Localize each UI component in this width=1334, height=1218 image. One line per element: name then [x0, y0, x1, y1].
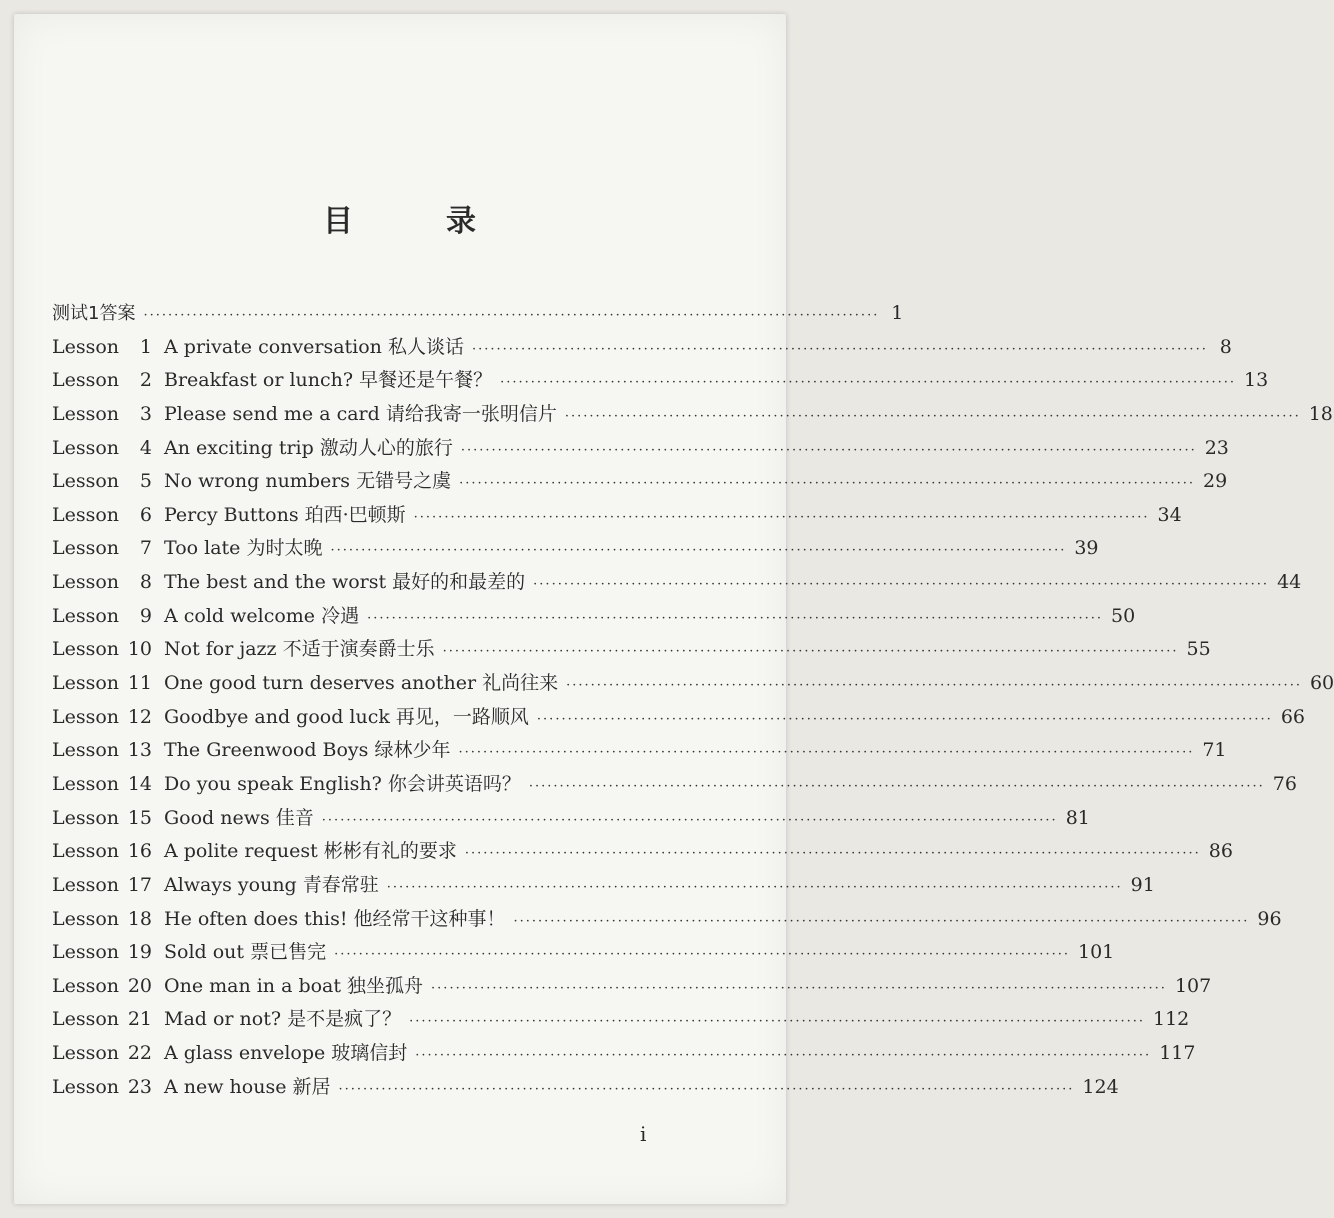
toc-entry[interactable] [52, 768, 1297, 802]
entry-title: Mad or not? 是不是疯了？ [164, 1008, 402, 1031]
lesson-number: 10 [127, 638, 152, 661]
lesson-number: 20 [127, 974, 152, 997]
lesson-label [52, 768, 164, 802]
entry-title: One good turn deserves another 礼尚往来 [164, 672, 559, 695]
toc-entry[interactable] [52, 566, 1302, 600]
entry-page-number: 76 [1272, 772, 1297, 795]
dot-leader: ························································································································ [367, 610, 1103, 626]
toc-entry[interactable] [52, 1037, 1196, 1071]
entry-title: Please send me a card 请给我寄一张明信片 [164, 402, 557, 425]
entry-page-number: 117 [1159, 1042, 1196, 1065]
lesson-word: Lesson [52, 436, 120, 459]
lesson-word: Lesson [52, 402, 120, 425]
lesson-label [52, 970, 164, 1004]
entry-page-number: 81 [1065, 806, 1090, 829]
lesson-number: 3 [139, 402, 152, 425]
dot-leader: ························································································································ [321, 812, 1058, 828]
toc-entry[interactable] [52, 802, 1090, 836]
lesson-label [52, 903, 164, 937]
lesson-label [52, 465, 164, 499]
dot-leader: ························································································································ [533, 577, 1270, 593]
lesson-number: 2 [139, 369, 152, 392]
entry-page-number: 13 [1244, 369, 1269, 392]
entry-page-number: 60 [1309, 672, 1334, 695]
entry-title: 测试1答案 [52, 303, 136, 324]
lesson-label [52, 364, 164, 398]
table-of-contents [52, 297, 1334, 1104]
entry-title: Goodbye and good luck 再见，一路顺风 [164, 705, 529, 728]
book-page [14, 14, 1334, 1204]
lesson-word: Lesson [52, 537, 120, 560]
lesson-number: 6 [139, 503, 152, 526]
lesson-number: 16 [127, 840, 152, 863]
lesson-word: Lesson [52, 739, 120, 762]
entry-title: The Greenwood Boys 绿林少年 [164, 739, 451, 762]
dot-leader: ························································································································ [536, 711, 1273, 727]
entry-page-number: 91 [1130, 873, 1155, 896]
lesson-label [52, 734, 164, 768]
dot-leader: ························································································································ [459, 476, 1195, 492]
entry-title: Good news 佳音 [164, 806, 314, 829]
lesson-word: Lesson [52, 604, 120, 627]
lesson-word: Lesson [52, 672, 120, 695]
entry-title: Breakfast or lunch? 早餐还是午餐？ [164, 369, 493, 392]
toc-entry[interactable] [52, 600, 1136, 634]
title-char-left: 目 [323, 204, 354, 239]
lesson-number: 4 [139, 436, 152, 459]
entry-page-number: 55 [1186, 638, 1211, 661]
lesson-label [52, 499, 164, 533]
toc-entry[interactable] [52, 1071, 1119, 1105]
entry-page-number: 34 [1157, 503, 1182, 526]
toc-entry[interactable] [52, 903, 1282, 937]
entry-page-number: 8 [1219, 335, 1232, 358]
lesson-number: 22 [127, 1042, 152, 1065]
lesson-word: Lesson [52, 806, 120, 829]
entry-page-number: 50 [1110, 604, 1136, 627]
entry-page-number: 112 [1152, 1008, 1190, 1031]
entry-page-number: 18 [1308, 402, 1333, 425]
toc-entry[interactable] [52, 364, 1269, 398]
lesson-word: Lesson [52, 772, 120, 795]
toc-entry[interactable] [52, 432, 1229, 466]
entry-page-number: 44 [1277, 571, 1302, 594]
lesson-word: Lesson [52, 1075, 120, 1098]
lesson-number: 13 [127, 739, 152, 762]
entry-title: Always young 青春常驻 [164, 873, 379, 896]
entry-page-number: 1 [891, 302, 904, 324]
lesson-label [52, 936, 164, 970]
lesson-label [52, 1037, 164, 1071]
entry-title: An exciting trip 激动人心的旅行 [164, 436, 453, 459]
lesson-number: 21 [127, 1008, 152, 1031]
lesson-label [52, 1003, 164, 1037]
toc-entry[interactable] [52, 701, 1305, 735]
lesson-word: Lesson [52, 840, 120, 863]
dot-leader: ························································································································ [566, 678, 1302, 694]
entry-title: Sold out 票已售完 [164, 941, 327, 964]
entry-title: A polite request 彬彬有礼的要求 [164, 840, 457, 863]
page-number-roman: i [640, 1122, 647, 1146]
lesson-word: Lesson [52, 1008, 120, 1031]
dot-leader: ························································································································ [386, 879, 1123, 895]
toc-entry[interactable] [52, 936, 1115, 970]
toc-entry[interactable] [52, 970, 1212, 1004]
lesson-number: 19 [127, 941, 152, 964]
lesson-label [52, 532, 164, 566]
lesson-word: Lesson [52, 873, 120, 896]
dot-leader: ························································································································ [500, 375, 1237, 391]
entry-page-number: 96 [1257, 907, 1282, 930]
lesson-label [52, 701, 164, 735]
entry-title: Too late 为时太晚 [164, 537, 323, 560]
dot-leader: ························································································································ [528, 778, 1265, 794]
entry-title: A glass envelope 玻璃信封 [164, 1042, 408, 1065]
toc-entry[interactable] [52, 1003, 1190, 1037]
lesson-number: 14 [127, 772, 152, 795]
entry-title: The best and the worst 最好的和最差的 [164, 571, 526, 594]
lesson-number: 17 [127, 873, 152, 896]
entry-page-number: 39 [1074, 537, 1099, 560]
toc-entry[interactable] [52, 297, 904, 331]
lesson-label [52, 869, 164, 903]
dot-leader: ························································································································ [471, 341, 1208, 357]
lesson-number: 5 [139, 470, 152, 493]
entry-title: A new house 新居 [164, 1075, 331, 1098]
entry-title: Percy Buttons 珀西·巴顿斯 [164, 503, 406, 526]
entry-page-number: 71 [1202, 739, 1227, 762]
lesson-label [52, 667, 164, 701]
entry-title: Not for jazz 不适于演奏爵士乐 [164, 638, 435, 661]
dot-leader: ························································································································ [334, 947, 1070, 963]
title-char-right: 录 [446, 204, 477, 239]
lesson-word: Lesson [52, 503, 120, 526]
lesson-word: Lesson [52, 571, 120, 594]
entry-page-number: 29 [1203, 470, 1228, 493]
entry-page-number: 86 [1208, 840, 1233, 863]
dot-leader: ························································································································ [458, 745, 1195, 761]
entry-page-number: 23 [1204, 436, 1229, 459]
toc-entry[interactable] [52, 869, 1155, 903]
toc-entry[interactable] [52, 667, 1334, 701]
toc-entry[interactable] [52, 532, 1099, 566]
toc-entry[interactable] [52, 465, 1228, 499]
lesson-word: Lesson [52, 705, 120, 728]
dot-leader: ························································································································ [143, 308, 880, 323]
lesson-label [52, 600, 164, 634]
dot-leader: ························································································································ [413, 509, 1150, 525]
dot-leader: ························································································································ [464, 846, 1201, 862]
dot-leader: ························································································································ [513, 913, 1250, 929]
lesson-word: Lesson [52, 369, 120, 392]
lesson-number: 7 [139, 537, 152, 560]
entry-page-number: 124 [1082, 1075, 1119, 1098]
toc-entry[interactable] [52, 331, 1232, 365]
lesson-number: 9 [139, 604, 152, 627]
dot-leader: ························································································································ [415, 1048, 1152, 1064]
lesson-number: 8 [139, 571, 152, 594]
entry-title: Do you speak English? 你会讲英语吗？ [164, 772, 521, 795]
lesson-label [52, 398, 164, 432]
dot-leader: ························································································································ [431, 980, 1167, 996]
lesson-number: 11 [127, 672, 152, 695]
lesson-label [52, 802, 164, 836]
lesson-word: Lesson [52, 974, 120, 997]
lesson-word: Lesson [52, 1042, 120, 1065]
entry-page-number: 66 [1280, 705, 1305, 728]
page-title [14, 196, 786, 240]
entry-title: He often does this! 他经常干这种事！ [164, 907, 506, 930]
lesson-word: Lesson [52, 470, 120, 493]
entry-title: A cold welcome 冷遇 [164, 604, 360, 627]
lesson-label [52, 331, 164, 365]
toc-entry[interactable] [52, 734, 1227, 768]
toc-entry[interactable] [52, 398, 1333, 432]
lesson-number: 12 [127, 705, 152, 728]
lesson-number: 23 [127, 1075, 152, 1098]
lesson-number: 18 [127, 907, 152, 930]
lesson-label [52, 566, 164, 600]
lesson-number: 1 [139, 335, 152, 358]
entry-title: One man in a boat 独坐孤舟 [164, 974, 424, 997]
lesson-word: Lesson [52, 335, 120, 358]
entry-title: No wrong numbers 无错号之虞 [164, 470, 452, 493]
dot-leader: ························································································································ [338, 1081, 1075, 1097]
toc-entry[interactable] [52, 835, 1233, 869]
lesson-label [52, 633, 164, 667]
lesson-label [52, 835, 164, 869]
lesson-label [52, 1071, 164, 1105]
lesson-word: Lesson [52, 907, 120, 930]
toc-entry[interactable] [52, 633, 1211, 667]
lesson-label [52, 432, 164, 466]
entry-page-number: 107 [1174, 974, 1212, 997]
lesson-word: Lesson [52, 638, 120, 661]
dot-leader: ························································································································ [564, 408, 1301, 424]
toc-entry[interactable] [52, 499, 1182, 533]
lesson-word: Lesson [52, 941, 120, 964]
dot-leader: ························································································································ [442, 644, 1179, 660]
lesson-number: 15 [127, 806, 152, 829]
dot-leader: ························································································································ [460, 442, 1197, 458]
entry-page-number: 101 [1077, 941, 1115, 964]
dot-leader: ························································································································ [409, 1014, 1145, 1030]
entry-title: A private conversation 私人谈话 [164, 335, 464, 358]
dot-leader: ························································································································ [330, 543, 1067, 559]
